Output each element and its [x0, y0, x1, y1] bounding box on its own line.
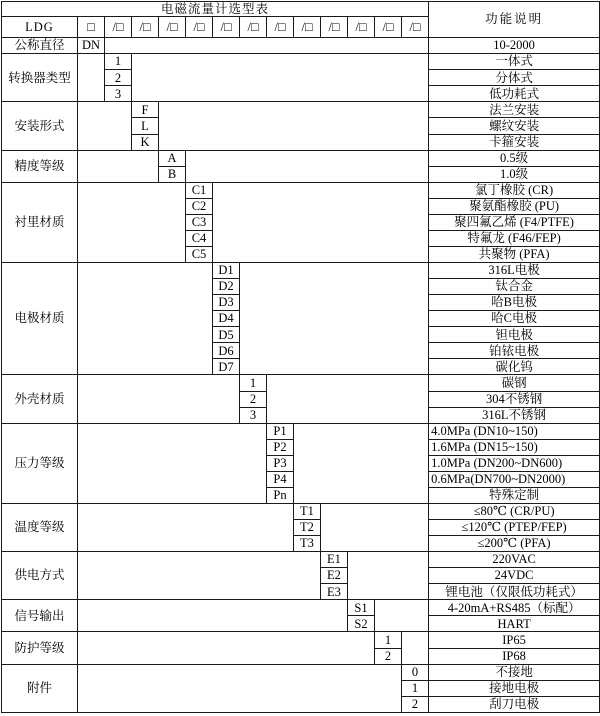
description-cell: 共聚物 (PFA)	[429, 246, 600, 262]
code-cell: 3	[240, 407, 267, 423]
table-title: 电磁流量计选型表	[2, 2, 429, 17]
code-cell: S2	[348, 616, 375, 632]
description-cell: 低功耗式	[429, 86, 600, 102]
table-row	[2, 600, 600, 616]
description-cell: 特殊定制	[429, 487, 600, 503]
description-cell: 法兰安装	[429, 102, 600, 118]
description-cell: 24VDC	[429, 568, 600, 584]
model-code-box: □	[78, 17, 105, 38]
code-cell: C5	[186, 246, 213, 262]
description-cell: 哈C电极	[429, 311, 600, 327]
description-cell: HART	[429, 616, 600, 632]
description-cell: 0.6MPa(DN700~DN2000)	[429, 471, 600, 487]
code-cell: 1	[402, 680, 429, 696]
left-spacer-cell	[78, 54, 105, 102]
left-spacer-cell	[78, 375, 240, 423]
code-cell: T3	[294, 536, 321, 552]
flowmeter-selection-table	[1, 1, 600, 713]
description-cell: 氯丁橡胶 (CR)	[429, 182, 600, 198]
right-spacer-cell	[294, 423, 429, 503]
right-spacer-cell	[186, 150, 429, 182]
description-cell: 螺纹安装	[429, 118, 600, 134]
description-cell: 4.0MPa (DN10~150)	[429, 423, 600, 439]
description-cell: 铂铱电极	[429, 343, 600, 359]
category-cell: 公称直径	[2, 38, 78, 54]
code-cell: E3	[321, 584, 348, 600]
code-cell: D6	[213, 343, 240, 359]
description-cell: 哈B电极	[429, 295, 600, 311]
left-spacer-cell	[78, 664, 402, 712]
code-cell: 2	[240, 391, 267, 407]
left-spacer-cell	[78, 632, 375, 664]
model-slot-box: /□	[159, 17, 186, 38]
description-cell: 316L电极	[429, 263, 600, 279]
code-cell: D3	[213, 295, 240, 311]
right-spacer-cell	[105, 38, 429, 54]
description-cell: 0.5级	[429, 150, 600, 166]
right-spacer-cell	[213, 182, 429, 262]
category-cell: 信号输出	[2, 600, 78, 632]
table-row	[2, 375, 600, 391]
code-cell: 3	[105, 86, 132, 102]
description-cell: 卡箍安装	[429, 134, 600, 150]
table-row	[2, 552, 600, 568]
code-cell: 2	[402, 696, 429, 712]
description-cell: 不接地	[429, 664, 600, 680]
code-cell: D2	[213, 279, 240, 295]
code-cell: D4	[213, 311, 240, 327]
description-cell: 聚氨酯橡胶 (PU)	[429, 198, 600, 214]
model-slot-box: /□	[348, 17, 375, 38]
title-row	[2, 2, 600, 17]
description-cell: 碳化钨	[429, 359, 600, 375]
function-column-header: 功能说明	[429, 2, 600, 38]
model-slot-box: /□	[213, 17, 240, 38]
description-cell: 钽电极	[429, 327, 600, 343]
description-cell: 聚四氟乙烯 (F4/PTFE)	[429, 214, 600, 230]
description-cell: 锂电池（仅限低功耗式）	[429, 584, 600, 600]
description-cell: 1.0MPa (DN200~DN600)	[429, 455, 600, 471]
category-cell: 防护等级	[2, 632, 78, 664]
description-cell: ≤80℃ (CR/PU)	[429, 503, 600, 519]
left-spacer-cell	[78, 503, 294, 551]
description-cell: IP65	[429, 632, 600, 648]
right-spacer-cell	[240, 263, 429, 375]
table-row	[2, 150, 600, 166]
code-cell: D7	[213, 359, 240, 375]
code-cell: 1	[240, 375, 267, 391]
code-cell: B	[159, 166, 186, 182]
table-row	[2, 632, 600, 648]
description-cell: ≤200℃ (PFA)	[429, 536, 600, 552]
category-cell: 电极材质	[2, 263, 78, 375]
category-cell: 精度等级	[2, 150, 78, 182]
code-cell: E2	[321, 568, 348, 584]
category-cell: 供电方式	[2, 552, 78, 600]
table-row	[2, 38, 600, 54]
left-spacer-cell	[78, 552, 321, 600]
code-cell: F	[132, 102, 159, 118]
description-cell: 220VAC	[429, 552, 600, 568]
category-cell: 外壳材质	[2, 375, 78, 423]
model-slot-box: /□	[240, 17, 267, 38]
code-cell: P4	[267, 471, 294, 487]
code-cell: P2	[267, 439, 294, 455]
code-cell: A	[159, 150, 186, 166]
table-row	[2, 263, 600, 279]
right-spacer-cell	[267, 375, 429, 423]
category-cell: 转换器类型	[2, 54, 78, 102]
code-cell: C1	[186, 182, 213, 198]
right-spacer-cell	[159, 102, 429, 150]
description-cell: 特氟龙 (F46/FEP)	[429, 230, 600, 246]
model-slot-box: /□	[267, 17, 294, 38]
right-spacer-cell	[375, 600, 429, 632]
code-cell: C4	[186, 230, 213, 246]
table-row	[2, 503, 600, 519]
category-cell: 附件	[2, 664, 78, 712]
description-cell: 分体式	[429, 70, 600, 86]
model-prefix-label: LDG	[2, 17, 78, 38]
code-cell: L	[132, 118, 159, 134]
left-spacer-cell	[78, 600, 348, 632]
table-row	[2, 182, 600, 198]
left-spacer-cell	[78, 423, 267, 503]
code-cell: DN	[78, 38, 105, 54]
model-slot-box: /□	[402, 17, 429, 38]
description-cell: ≤120℃ (PTEP/FEP)	[429, 520, 600, 536]
right-spacer-cell	[321, 503, 429, 551]
code-cell: C3	[186, 214, 213, 230]
code-cell: 1	[375, 632, 402, 648]
table-row	[2, 664, 600, 680]
category-cell: 压力等级	[2, 423, 78, 503]
code-cell: Pn	[267, 487, 294, 503]
code-cell: P1	[267, 423, 294, 439]
left-spacer-cell	[78, 150, 159, 182]
description-cell: 碳钢	[429, 375, 600, 391]
description-cell: IP68	[429, 648, 600, 664]
right-spacer-cell	[402, 632, 429, 664]
description-cell: 304不锈钢	[429, 391, 600, 407]
code-cell: K	[132, 134, 159, 150]
description-cell: 钛合金	[429, 279, 600, 295]
left-spacer-cell	[78, 263, 213, 375]
right-spacer-cell	[348, 552, 429, 600]
table-row	[2, 102, 600, 118]
code-cell: T2	[294, 520, 321, 536]
right-spacer-cell	[132, 54, 429, 102]
description-cell: 10-2000	[429, 38, 600, 54]
description-cell: 一体式	[429, 54, 600, 70]
model-slot-box: /□	[186, 17, 213, 38]
description-cell: 接地电极	[429, 680, 600, 696]
left-spacer-cell	[78, 102, 132, 150]
category-cell: 安装形式	[2, 102, 78, 150]
model-slot-box: /□	[105, 17, 132, 38]
description-cell: 刮刀电极	[429, 696, 600, 712]
code-cell: 2	[375, 648, 402, 664]
code-cell: E1	[321, 552, 348, 568]
code-cell: 2	[105, 70, 132, 86]
code-cell: P3	[267, 455, 294, 471]
code-cell: 0	[402, 664, 429, 680]
model-slot-box: /□	[321, 17, 348, 38]
category-cell: 温度等级	[2, 503, 78, 551]
description-cell: 4-20mA+RS485（标配）	[429, 600, 600, 616]
model-slot-box: /□	[132, 17, 159, 38]
code-cell: 1	[105, 54, 132, 70]
description-cell: 316L不锈钢	[429, 407, 600, 423]
code-cell: C2	[186, 198, 213, 214]
code-cell: D5	[213, 327, 240, 343]
model-slot-box: /□	[294, 17, 321, 38]
category-cell: 衬里材质	[2, 182, 78, 262]
code-cell: S1	[348, 600, 375, 616]
description-cell: 1.6MPa (DN15~150)	[429, 439, 600, 455]
table-row	[2, 423, 600, 439]
code-cell: D1	[213, 263, 240, 279]
left-spacer-cell	[78, 182, 186, 262]
code-cell: T1	[294, 503, 321, 519]
table-row	[2, 54, 600, 70]
description-cell: 1.0级	[429, 166, 600, 182]
model-slot-box: /□	[375, 17, 402, 38]
